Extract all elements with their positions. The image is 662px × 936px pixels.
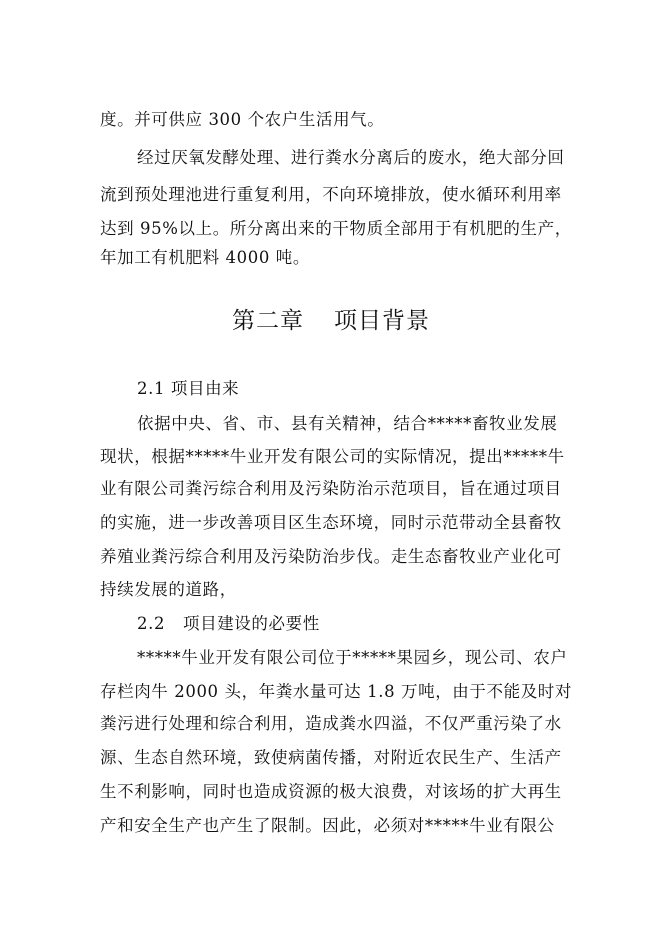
paragraph-line: 现状，根据*****牛业开发有限公司的实际情况，提出*****牛 [100, 447, 565, 466]
section-title: 项目建设的必要性 [183, 614, 320, 633]
paragraph-line: 经过厌氧发酵处理、进行粪水分离后的废水，绝大部分回 [137, 148, 565, 167]
paragraph-line: 产和安全生产也产生了限制。因此，必须对*****牛业有限公 [100, 816, 555, 835]
paragraph-line: 年加工有机肥料 4000 吨。 [100, 248, 310, 267]
paragraph-line: 养殖业粪污综合利用及污染防治步伐。走生态畜牧业产业化可 [100, 547, 562, 566]
paragraph-line: 的实施，进一步改善项目区生态环境，同时示范带动全县畜牧 [100, 513, 562, 532]
paragraph-line: *****牛业开发有限公司位于*****果园乡，现公司、农户 [137, 648, 568, 667]
chapter-number: 第二章 [232, 308, 304, 334]
paragraph-line: 业有限公司粪污综合利用及污染防治示范项目，旨在通过项目 [100, 479, 562, 498]
paragraph-line: 源、生态自然环境，致使病菌传播，对附近农民生产、生活产 [100, 748, 562, 767]
section-heading: 2.1 项目由来 [137, 379, 240, 398]
chapter-heading [0, 305, 662, 337]
section-number: 2.2 [137, 614, 166, 633]
section-heading [137, 612, 580, 636]
paragraph-line: 存栏肉牛 2000 头，年粪水量可达 1.8 万吨，由于不能及时对 [100, 682, 573, 701]
paragraph-line: 持续发展的道路， [100, 580, 237, 599]
paragraph-line: 达到 95%以上。所分离出来的干物质全部用于有机肥的生产， [100, 219, 572, 238]
chapter-title: 项目背景 [334, 308, 430, 334]
paragraph-line: 流到预处理池进行重复利用，不向环境排放，使水循环利用率 [100, 185, 562, 204]
paragraph-line: 度。并可供应 300 个农户生活用气。 [100, 110, 385, 129]
paragraph-line: 依据中央、省、市、县有关精神，结合*****畜牧业发展 [137, 414, 558, 433]
paragraph-line: 生不利影响，同时也造成资源的极大浪费，对该场的扩大再生 [100, 782, 562, 801]
paragraph-line: 粪污进行处理和综合利用，造成粪水四溢，不仅严重污染了水 [100, 714, 562, 733]
